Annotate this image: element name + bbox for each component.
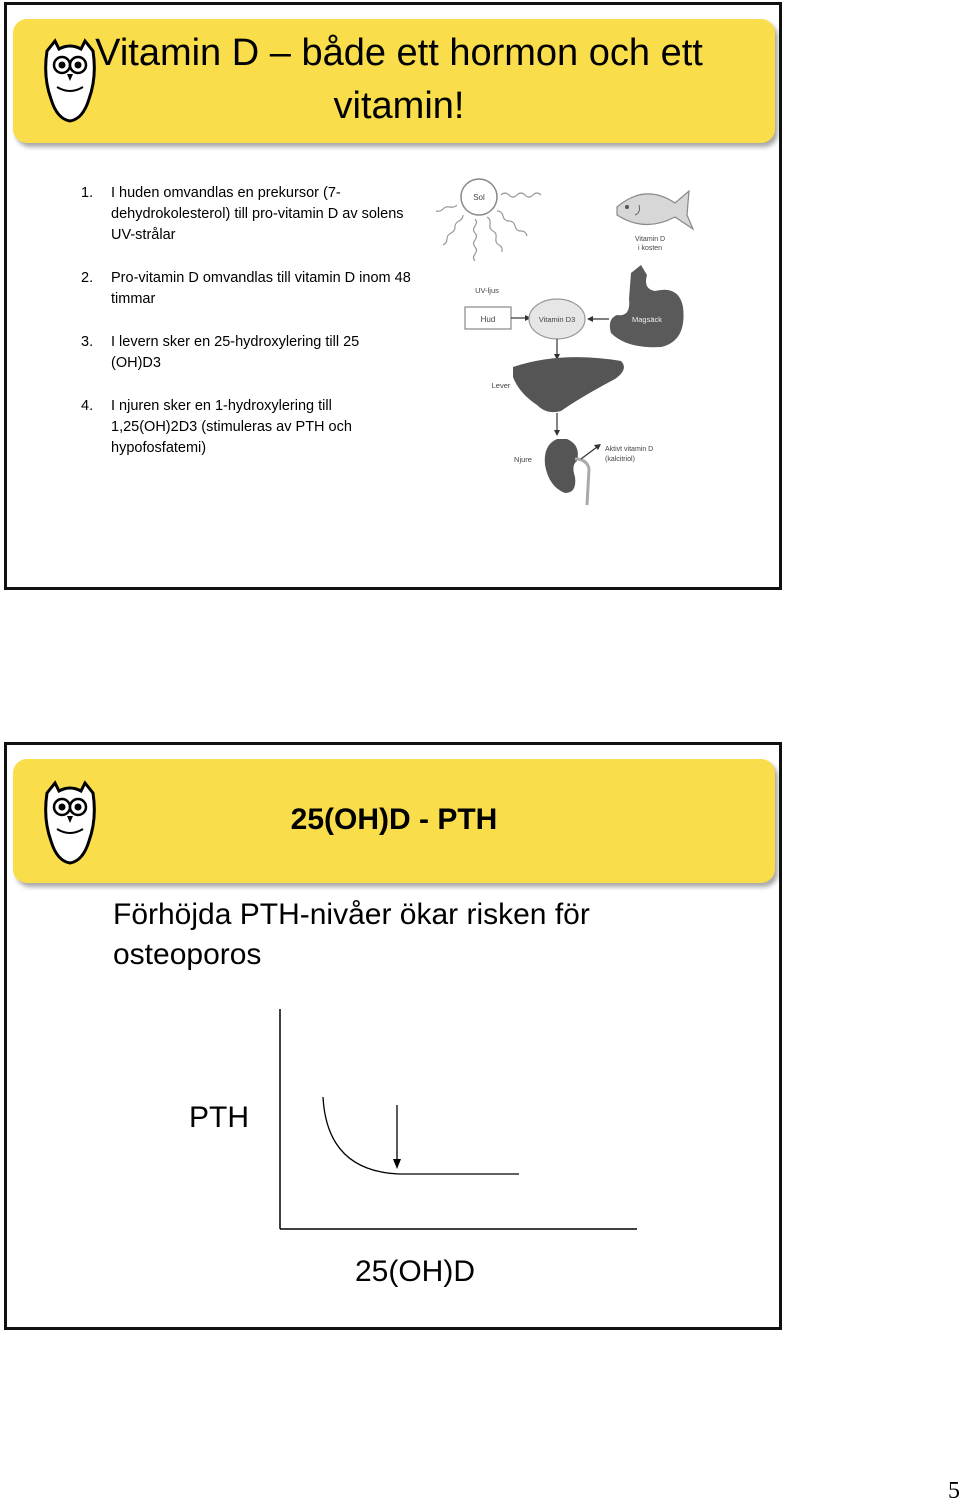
kidney-label: Njure — [514, 455, 532, 464]
slide-vitamin-d — [4, 2, 782, 590]
vitamin-d3-label: Vitamin D3 — [538, 315, 576, 324]
fish-icon — [617, 191, 693, 229]
steps-list — [81, 183, 411, 481]
title-banner — [13, 19, 775, 143]
list-item: 3. I levern sker en 25-hydroxylering till 25 (OH)D3 — [81, 334, 360, 371]
liver-label: Lever — [491, 381, 511, 390]
list-item: 2. Pro-vitamin D omvandlas till vitamin D inom 48 timmar — [81, 270, 411, 307]
list-item: 4. I njuren sker en 1-hydroxylering till 1,25(OH)2D3 (stimuleras av PTH och hypofosfatemi) — [81, 398, 352, 456]
page-number: 5 — [948, 1478, 960, 1504]
stomach-label: Magsäck — [631, 315, 663, 324]
active-vitamin-d-label: Aktivt vitamin D — [605, 446, 654, 453]
x-axis-label: 25(OH)D — [354, 1255, 476, 1288]
arrow-head-icon — [587, 316, 593, 322]
vitamin-d-pathway-diagram — [431, 165, 711, 515]
lead-text: Förhöjda PTH-nivåer ökar risken för osteoporos — [113, 898, 590, 971]
sun-label: Sol — [473, 193, 485, 202]
y-axis-label: PTH — [189, 1101, 249, 1134]
liver-icon — [513, 357, 624, 412]
uv-label: UV-ljus — [475, 286, 499, 295]
slide-25ohd-pth — [4, 742, 782, 1330]
slide-title: Vitamin D – både ett hormon och ett vitamin! — [95, 32, 703, 127]
arrow-head-icon — [393, 1159, 401, 1169]
ureter-icon — [575, 459, 589, 505]
stomach-icon — [610, 265, 684, 347]
title-banner — [13, 759, 775, 883]
skin-label: Hud — [480, 315, 496, 324]
slide-title: 25(OH)D - PTH — [290, 803, 498, 836]
pth-graph — [177, 995, 647, 1295]
food-label-2: i kosten — [637, 245, 663, 252]
calcitriol-label: (kalcitriol) — [605, 456, 635, 463]
pth-curve — [323, 1097, 519, 1174]
arrow-head-icon — [554, 430, 560, 436]
list-item: 1. I huden omvandlas en prekursor (7-dehydrokolesterol) till pro-vitamin D av solens UV-strålar — [81, 185, 404, 243]
kidney-icon — [545, 439, 578, 493]
arrow-line — [581, 447, 597, 459]
food-label: Vitamin D — [634, 236, 666, 243]
